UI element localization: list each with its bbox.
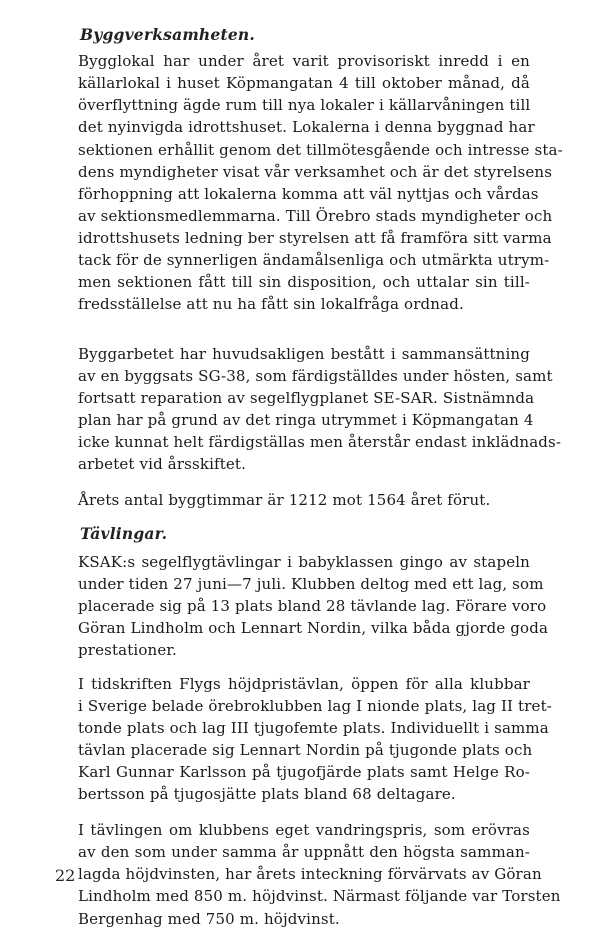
text-line: Årets antal byggtimmar är 1212 mot 1564 året förut. xyxy=(78,491,491,510)
text-line: Bygglokal har under året varit provisoriskt inredd i en xyxy=(78,52,530,70)
text-line: fredsställelse att nu ha fått sin lokalfråga ordnad. xyxy=(78,295,464,314)
text-line: det nyinvigda idrottshuset. Lokalerna i denna byggnad har xyxy=(78,118,535,137)
text-line: lagda höjdvinsten, har årets inteckning förvärvats av Göran xyxy=(78,865,542,884)
text-line: men sektionen fått till sin disposition, och uttalar sin till- xyxy=(78,273,530,292)
text-line: Göran Lindholm och Lennart Nordin, vilka båda gjorde goda xyxy=(78,618,549,637)
text-line: förhoppning att lokalerna komma att väl nyttjas och vårdas xyxy=(78,184,539,203)
section-heading-tavlingar: Tävlingar. xyxy=(80,523,168,543)
text-line: av sektionsmedlemmarna. Till Örebro stads myndigheter och xyxy=(78,206,553,225)
section-heading-byggverksamheten: Byggverksamheten. xyxy=(80,25,255,44)
text-line: sektionen erhållit genom det tillmötesgående och intresse sta- xyxy=(78,140,563,159)
text-line: icke kunnat helt färdigställas men återstår endast inklädnads- xyxy=(78,433,562,452)
paragraph-byggtimmar xyxy=(78,489,530,511)
text-line: av den som under samma år uppnått den högsta samman- xyxy=(78,843,530,862)
text-line: I tidskriften Flygs höjdpristävlan, öppen för alla klubbar xyxy=(78,674,530,693)
paragraph-flygs-hojdpristavlan xyxy=(78,673,552,806)
paragraph-bygglokal xyxy=(78,50,563,316)
text-line: under tiden 27 juni—7 juli. Klubben deltog med ett lag, som xyxy=(78,574,544,593)
text-line: Bergenhag med 750 m. höjdvinst. xyxy=(78,909,340,928)
text-line: Lindholm med 850 m. höjdvinst. Närmast följande var Torsten xyxy=(78,887,561,906)
paragraph-byggarbetet xyxy=(78,343,562,476)
text-line: i Sverige belade örebroklubben lag I nionde plats, lag II tret- xyxy=(78,696,552,715)
paragraph-ksak xyxy=(78,551,549,662)
text-line: tonde plats och lag III tjugofemte plats. Individuellt i samma xyxy=(78,718,549,737)
page-number: 22 xyxy=(55,866,76,885)
text-line: Byggarbetet har huvudsakligen bestått i sammansättning xyxy=(78,344,530,363)
text-line: källarlokal i huset Köpmangatan 4 till oktober månad, då xyxy=(78,74,530,93)
text-line: tack för de synnerligen ändamålsenliga och utmärkta utrym- xyxy=(78,251,550,270)
text-line: tävlan placerade sig Lennart Nordin på tjugonde plats och xyxy=(78,740,533,759)
text-line: bertsson på tjugosjätte plats bland 68 deltagare. xyxy=(78,785,456,804)
text-line: I tävlingen om klubbens eget vandringspris, som erövras xyxy=(78,821,530,839)
paragraph-vandringspris xyxy=(78,819,561,930)
text-line: Karl Gunnar Karlsson på tjugofjärde plats samt Helge Ro- xyxy=(78,763,530,782)
text-line: prestationer. xyxy=(78,641,177,660)
text-line: av en byggsats SG-38, som färdigställdes under hösten, samt xyxy=(78,366,553,385)
text-line: plan har på grund av det ringa utrymmet i Köpmangatan 4 xyxy=(78,411,534,430)
text-line: idrottshusets ledning ber styrelsen att få framföra sitt varma xyxy=(78,229,552,247)
text-line: KSAK:s segelflygtävlingar i babyklassen gingo av stapeln xyxy=(78,552,530,571)
text-line: placerade sig på 13 plats bland 28 tävlande lag. Förare voro xyxy=(78,596,547,615)
text-line: dens myndigheter visat vår verksamhet och är det styrelsens xyxy=(78,162,553,181)
text-line: arbetet vid årsskiftet. xyxy=(78,455,247,474)
text-line: fortsatt reparation av segelflygplanet SE-SAR. Sistnämnda xyxy=(78,389,535,408)
text-line: överflyttning ägde rum till nya lokaler i källarvåningen till xyxy=(78,96,531,115)
